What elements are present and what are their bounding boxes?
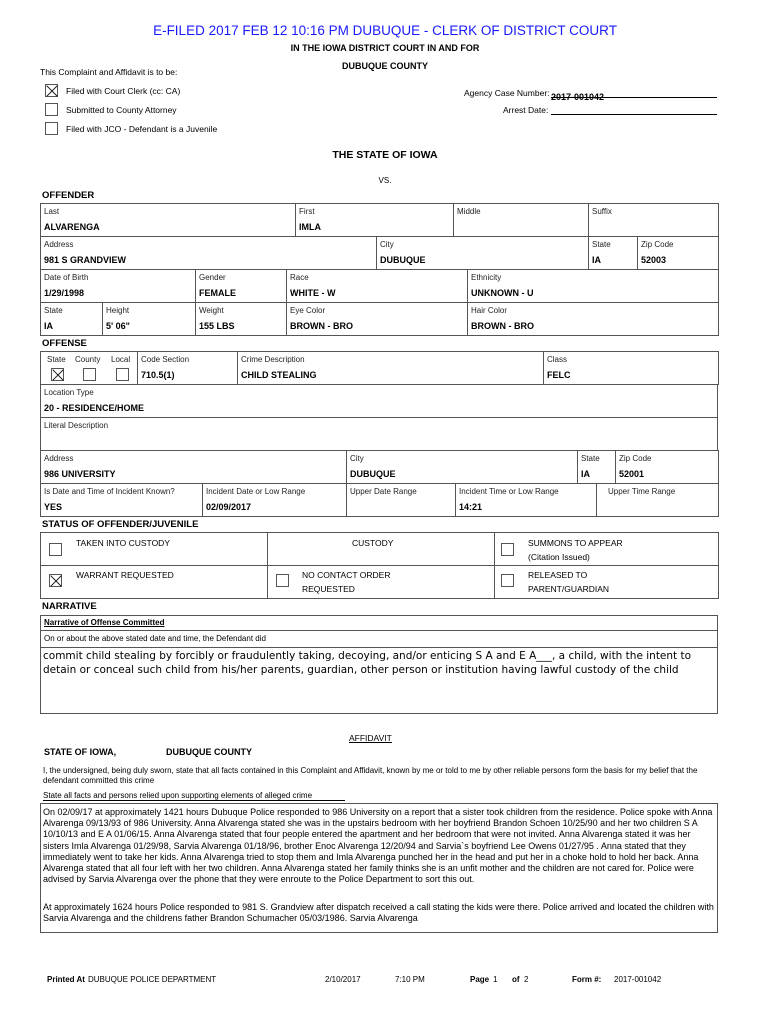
printed-at-label: Printed At xyxy=(47,975,85,984)
crime-description-label: Crime Description xyxy=(241,355,305,364)
submitted-to-attorney-label: Submitted to County Attorney xyxy=(66,105,177,115)
literal-description-value[interactable] xyxy=(44,434,714,450)
incident-time-table xyxy=(40,483,719,517)
height-value[interactable]: 5' 06" xyxy=(106,321,130,331)
printed-time: 7:10 PM xyxy=(395,975,425,984)
upper-time-value[interactable] xyxy=(600,500,715,516)
filed-with-clerk-checkbox[interactable] xyxy=(45,84,58,97)
state-of-iowa-caption: THE STATE OF IOWA xyxy=(332,149,438,161)
court-title-line2: DUBUQUE COUNTY xyxy=(341,61,428,71)
filing-intro: This Complaint and Affidavit is to be: xyxy=(40,67,178,77)
class-value[interactable]: FELC xyxy=(547,370,571,380)
court-title-line1: IN THE IOWA DISTRICT COURT IN AND FOR xyxy=(290,43,480,53)
first-name-label: First xyxy=(299,207,315,216)
status-table xyxy=(40,532,719,599)
incident-time-value[interactable]: 14:21 xyxy=(459,502,483,512)
status-custody-cell xyxy=(268,533,495,566)
summons-label: SUMMONS TO APPEAR xyxy=(528,538,623,548)
status-warrant-cell xyxy=(41,566,268,599)
narrative-heading: NARRATIVE xyxy=(42,601,97,612)
released-checkbox[interactable] xyxy=(501,574,514,587)
last-name-value[interactable]: ALVARENGA xyxy=(44,222,100,232)
ethnicity-value[interactable]: UNKNOWN - U xyxy=(471,288,534,298)
race-value[interactable]: WHITE - W xyxy=(290,288,336,298)
middle-name-label: Middle xyxy=(457,207,481,216)
offense-code-table xyxy=(40,351,719,385)
incident-state-value[interactable]: IA xyxy=(581,469,590,479)
incident-state-label: State xyxy=(581,454,600,463)
offense-state-label: State xyxy=(47,355,66,364)
weight-value[interactable]: 155 LBS xyxy=(199,321,235,331)
offense-local-checkbox[interactable] xyxy=(116,368,129,381)
offender-address-table xyxy=(40,236,719,270)
offense-local-label: Local xyxy=(111,355,131,364)
class-label: Class xyxy=(547,355,568,364)
no-contact-label: NO CONTACT ORDER xyxy=(302,570,391,580)
suffix-value[interactable] xyxy=(592,220,715,236)
offense-county-checkbox[interactable] xyxy=(83,368,96,381)
offender-state-label: State xyxy=(592,240,611,249)
form-number-value: 2017-001042 xyxy=(614,975,662,984)
agency-case-field[interactable] xyxy=(551,86,717,102)
date-known-label: Is Date and Time of Incident Known? xyxy=(44,487,175,496)
taken-into-custody-label: TAKEN INTO CUSTODY xyxy=(76,538,170,548)
gender-label: Gender xyxy=(199,273,226,282)
offender-demographics-table xyxy=(40,269,719,303)
narrative-intro: On or about the above stated date and time, the Defendant did xyxy=(44,634,266,643)
dob-value[interactable]: 1/29/1998 xyxy=(44,288,85,298)
narrative-box[interactable] xyxy=(40,615,718,714)
middle-name-value[interactable] xyxy=(457,220,585,236)
offender-address-label: Address xyxy=(44,240,74,249)
arrest-date-field[interactable] xyxy=(551,103,717,115)
filed-with-jco-label: Filed with JCO - Defendant is a Juvenile xyxy=(66,124,218,134)
agency-case-label: Agency Case Number: xyxy=(464,88,550,98)
location-type-value[interactable]: 20 - RESIDENCE/HOME xyxy=(44,403,145,413)
of-label: of xyxy=(512,975,520,984)
offender-state-value[interactable]: IA xyxy=(592,255,601,265)
affidavit-county: DUBUQUE COUNTY xyxy=(166,747,253,757)
facts-label: State all facts and persons relied upon supporting elements of alleged crime xyxy=(43,791,345,801)
incident-address-label: Address xyxy=(44,454,74,463)
first-name-value[interactable]: IMLA xyxy=(299,222,321,232)
offender-city-value[interactable]: DUBUQUE xyxy=(380,255,426,265)
ethnicity-label: Ethnicity xyxy=(471,273,502,282)
agency-case-value: 2017-001042 xyxy=(551,92,605,102)
offender-heading: OFFENDER xyxy=(42,190,95,201)
gender-value[interactable]: FEMALE xyxy=(199,288,236,298)
last-name-label: Last xyxy=(44,207,60,216)
custody-label: CUSTODY xyxy=(352,538,394,548)
eye-color-value[interactable]: BROWN - BRO xyxy=(290,321,353,331)
race-label: Race xyxy=(290,273,309,282)
affidavit-state: STATE OF IOWA, xyxy=(44,747,117,757)
status-taken-cell xyxy=(41,533,268,566)
dob-label: Date of Birth xyxy=(44,273,89,282)
date-known-value[interactable]: YES xyxy=(44,502,63,512)
weight-label: Weight xyxy=(199,306,224,315)
efiled-stamp: E-FILED 2017 FEB 12 10:16 PM DUBUQUE - CLERK OF DISTRICT COURT xyxy=(153,23,617,38)
code-section-value[interactable]: 710.5(1) xyxy=(141,370,175,380)
literal-description-label: Literal Description xyxy=(44,421,109,430)
affidavit-oath: I, the undersigned, being duly sworn, state that all facts contained in this Complaint and Affidavit, known by me or told to me by other reliable persons form the basis for my belief that the defendant committed this crime xyxy=(43,766,698,785)
offender-zip-label: Zip Code xyxy=(641,240,674,249)
released-sublabel: PARENT/GUARDIAN xyxy=(528,584,610,594)
upper-date-label: Upper Date Range xyxy=(350,487,417,496)
height-label: Height xyxy=(106,306,130,315)
page-number: 1 xyxy=(493,975,498,984)
upper-date-value[interactable] xyxy=(350,500,452,516)
summons-sublabel: (Citation Issued) xyxy=(528,552,590,562)
form-number-label: Form #: xyxy=(572,975,602,984)
page-label: Page xyxy=(470,975,490,984)
incident-zip-label: Zip Code xyxy=(619,454,652,463)
vs-caption: VS. xyxy=(378,176,392,185)
offense-heading: OFFENSE xyxy=(42,338,87,349)
printed-at-value: DUBUQUE POLICE DEPARTMENT xyxy=(88,975,217,984)
location-type-label: Location Type xyxy=(44,388,94,397)
filed-with-jco-checkbox[interactable] xyxy=(45,122,58,135)
status-released-cell xyxy=(495,566,719,599)
affidavit-heading: AFFIDAVIT xyxy=(349,733,392,743)
status-heading: STATUS OF OFFENDER/JUVENILE xyxy=(42,519,199,530)
warrant-requested-label: WARRANT REQUESTED xyxy=(76,570,174,580)
incident-date-label: Incident Date or Low Range xyxy=(206,487,306,496)
offender-city-label: City xyxy=(380,240,394,249)
offender-physical-table xyxy=(40,302,719,336)
taken-into-custody-checkbox[interactable] xyxy=(49,543,62,556)
literal-description-table xyxy=(40,417,718,451)
narrative-text: commit child stealing by forcibly or fraudulently taking, decoying, and/or enticing S A and E A___, a child, with the intent to detain or conceal such child from his/her parents, guardian, other person or institution having lawful custody of the child xyxy=(43,650,692,676)
incident-address-table xyxy=(40,450,719,484)
offender-name-table xyxy=(40,203,719,237)
offender-zip-value[interactable]: 52003 xyxy=(641,255,667,265)
incident-date-value[interactable]: 02/09/2017 xyxy=(206,502,252,512)
offense-state-checkbox[interactable] xyxy=(51,368,64,381)
facts-paragraph-2: At approximately 1624 hours Police responded to 981 S. Grandview after dispatch received a call stating the kids were there. Police arrived and located the children with Sarvia Alvarenga and the childrens father Brandon Schumacher 05/03/1986. Sarvia Alvarenga xyxy=(43,902,714,924)
dl-state-label: State xyxy=(44,306,63,315)
dl-state-value[interactable]: IA xyxy=(44,321,53,331)
location-type-table xyxy=(40,384,718,418)
hair-color-label: Hair Color xyxy=(471,306,508,315)
incident-city-value[interactable]: DUBUQUE xyxy=(350,469,396,479)
incident-address-value[interactable]: 986 UNIVERSITY xyxy=(44,469,116,479)
status-summons-cell xyxy=(495,533,719,566)
offender-address-value[interactable]: 981 S GRANDVIEW xyxy=(44,255,127,265)
suffix-label: Suffix xyxy=(592,207,612,216)
printed-date: 2/10/2017 xyxy=(325,975,361,984)
filed-with-clerk-label: Filed with Court Clerk (cc: CA) xyxy=(66,86,181,96)
hair-color-value[interactable]: BROWN - BRO xyxy=(471,321,534,331)
status-no-contact-cell xyxy=(268,566,495,599)
released-label: RELEASED TO xyxy=(528,570,588,580)
narrative-sub-label: Narrative of Offense Committed xyxy=(44,618,165,627)
facts-paragraph-1: On 02/09/17 at approximately 1421 hours Dubuque Police responded to 986 University on a report that a sister took children from the residence. Police spoke with Anna Alvarenga 09/13/93 of 986 University. Anna Alvarenga stated she was in the upstairs bedroom with her boyfriend Brandon Schoen 10/25/90 and her two children S A 10/10/13 and E A 01/06/15. Anna Alvarenga stated that four people entered the apartment and her bedroom that were not invited. Anna Alvarenga stated it was her sisters Imla Alvarenga 01/29/98, Sarvia Alvarenga 01/18/96, brother Enoc Alvarenga 12/20/94 and Sarvia`s boyfriend Lee Owens 01/27/95 . Anna stated that they immediately went to take her kids. Anna Alvarenga tried to stop them and Imla Alvarenga punched her in the head and put her in a choke hold to hold her back. Anna Alvarenga stated that all four left with her two children. Anna Alvarenga stated her family thinks she is an unfit mother and the children are not cared for. Police were advised by Sarvia Alvarenga over the phone that they were enroute to the Police Department to sort this out. xyxy=(43,807,713,885)
submitted-to-attorney-checkbox[interactable] xyxy=(45,103,58,116)
summons-checkbox[interactable] xyxy=(501,543,514,556)
upper-time-label: Upper Time Range xyxy=(608,487,676,496)
eye-color-label: Eye Color xyxy=(290,306,326,315)
incident-city-label: City xyxy=(350,454,364,463)
code-section-label: Code Section xyxy=(141,355,190,364)
no-contact-checkbox[interactable] xyxy=(276,574,289,587)
offense-county-label: County xyxy=(75,355,101,364)
page-count: 2 xyxy=(524,975,529,984)
arrest-date-label: Arrest Date: xyxy=(503,105,549,115)
incident-zip-value[interactable]: 52001 xyxy=(619,469,645,479)
no-contact-sublabel: REQUESTED xyxy=(302,584,355,594)
incident-time-label: Incident Time or Low Range xyxy=(459,487,559,496)
crime-description-value[interactable]: CHILD STEALING xyxy=(241,370,317,380)
warrant-requested-checkbox[interactable] xyxy=(49,574,62,587)
